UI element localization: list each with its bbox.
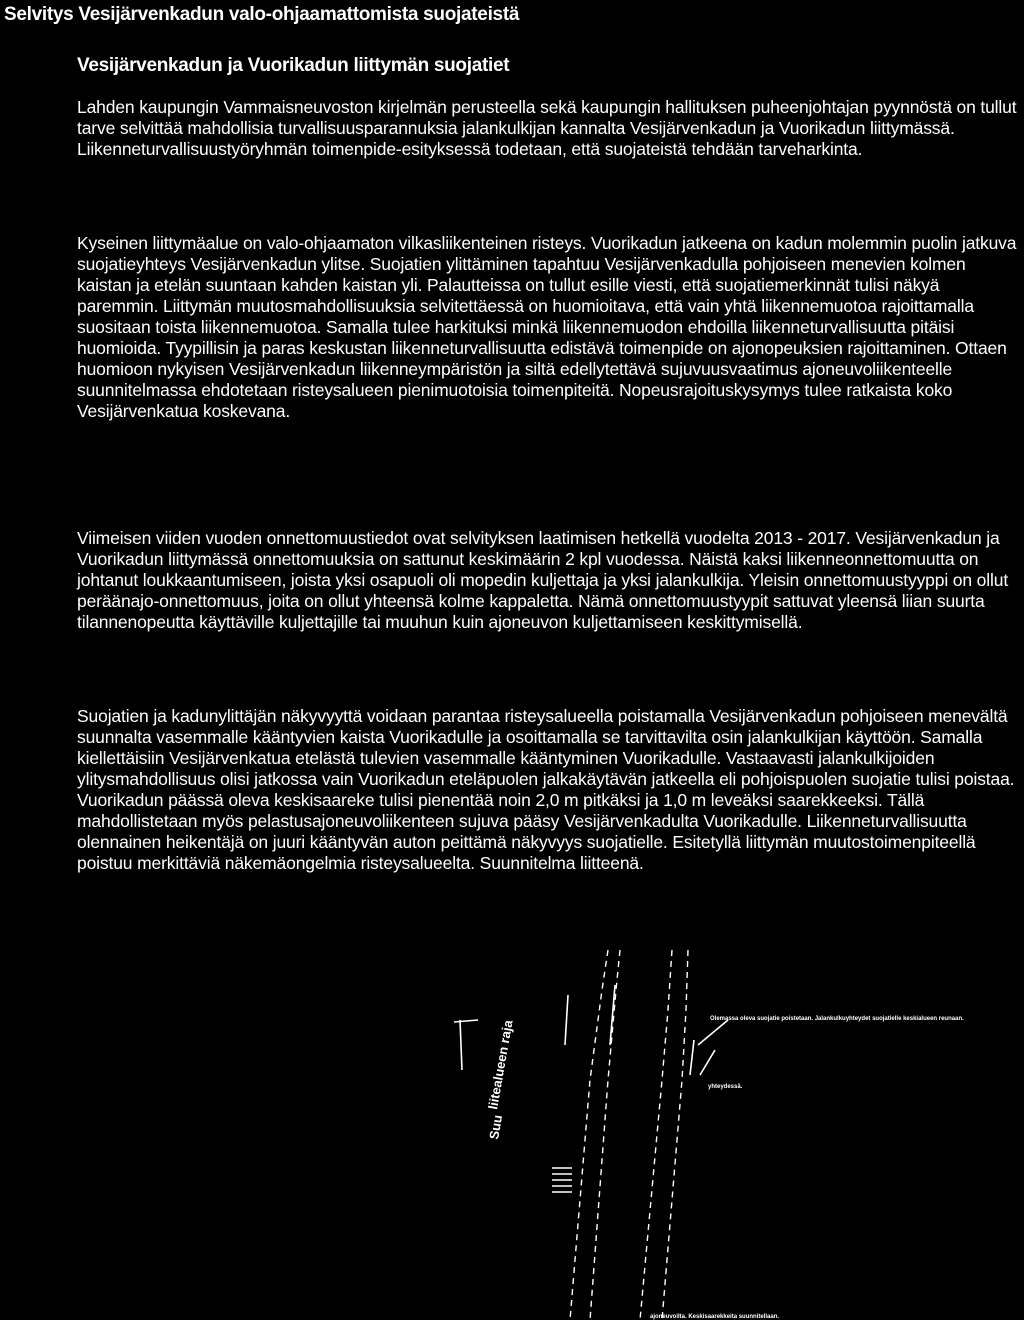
curb-line [610,985,615,1045]
road-edge-line [662,950,688,1320]
district-label: Suu [486,1113,506,1141]
plan-note: ajoneuvoilta. Keskisaarekkeita suunnitellaan. [650,1314,780,1320]
paragraph: Kyseinen liittymäalue on valo-ohjaamaton vilkasliikenteinen risteys. Vuorikadun jatkeena on kadun molemmin puolin jatkuva suojatieyhteys Vesijärvenkadun ylitse. Suojatien ylittäminen tapahtuu Vesijärvenkadulla pohjoiseen menevien kolmen kaistan ja etelän suuntaan kahden kaistan yli. Palautteissa on tullut esille viesti, että suojatiemerkinnät tulisi näkyä paremmin. Liittymän muutosmahdollisuuksia selvitettäessä on huomioitava, että vain yhtä liikennemuotoa rajoittamalla suositaan toista liikennemuotoa. Samalla tulee harkituksi minkä liikennemuodon ehdoilla liikenneturvallisuutta pitäisi huomioida. Tyypillisin ja paras keskustan liikenneturvallisuutta edistävä toimenpide on ajonopeuksien rajoittaminen. Ottaen huomioon nykyisen Vesijärvenkadun liikenneympäristön ja siltä edellytettävä sujuvuusvaatimus ajoneuvoliikenteelle suunnitelmassa ehdotetaan risteysalueen pienimuotoisia toimenpiteitä. Nopeusrajoituskysymys tulee ratkaista koko Vesijärvenkatua koskevana. [77,233,1017,421]
plan-note: Olemassa oleva suojatie poistetaan. Jalankulkuyhteydet suojatielle keskialueen reunaan. [710,1016,964,1022]
paragraph: Viimeisen viiden vuoden onnettomuustiedot ovat selvityksen laatimisen hetkellä vuodelta 2013 - 2017. Vesijärvenkadun ja Vuorikadun liittymässä onnettomuuksia on sattunut keskimäärin 2 kpl vuodessa. Näistä kaksi liikenneonnettomuutta on johtanut loukkaantumiseen, joista yksi osapuoli oli mopedin kuljettaja ja yksi jalankulkija. Yleisin onnettomuustyyppi on ollut peräänajo-onnettomuus, joita on ollut yhteensä kolme kappaletta. Nämä onnettomuustyypit sattuvat yleensä liian suurta tilannenopeutta käyttäville kuljettajille tai muuhun kuin ajoneuvon kuljettamiseen keskittymisellä. [77,528,1009,632]
crosswalk-stripes [552,1168,572,1192]
boundary-line [454,1020,478,1022]
road-edge-line [590,950,620,1320]
curb-line [565,995,568,1045]
plan-area-boundary-label: liitealueen raja [485,1018,516,1111]
boundary-line [460,1020,462,1070]
plan-note: yhteydessä. [708,1084,743,1090]
road-edge-line [570,950,608,1320]
road-edge-line [640,950,672,1320]
street-plan-fragment [440,950,1024,1320]
document-title: Selvitys Vesijärvenkadun valo-ohjaamattomista suojateistä [4,4,520,25]
paragraph: Suojatien ja kadunylittäjän näkyvyyttä voidaan parantaa risteysalueella poistamalla Vesijärvenkadun pohjoiseen menevältä suunnalta vasemmalle kääntyvien kaista Vuorikadulle ja osoittamalla se tarvittavilta osin jalankulkijan käyttöön. Samalla kiellettäisiin Vesijärvenkatua etelästä tulevien vasemmalle kääntyminen Vuorikadulle. Vastaavasti jalankulkijoiden ylitysmahdollisuus olisi jatkossa vain Vuorikadun eteläpuolen jalkakäytävän jatkeella eli pohjoispuolen suojatie tulisi poistaa. Vuorikadun päässä oleva keskisaareke tulisi pienentää noin 2,0 m pitkäksi ja 1,0 m leveäksi saarekkeeksi. Tällä mahdollistetaan myös pelastusajoneuvoliikenteen sujuva pääsy Vesijärvenkadulta Vuorikadulle. Liikenneturvallisuutta olennainen heikentäjä on juuri kääntyvän auton peittämä näkyvyys suojatielle. Esitetyllä liittymän muutostoimenpiteellä poistuu merkittäviä näkemäongelmia risteysalueelta. Suunnitelma liitteenä. [77,706,1015,873]
leader-line [698,1020,728,1045]
leader-line [700,1050,715,1075]
curb-line [690,1040,694,1075]
section-heading: Vesijärvenkadun ja Vuorikadun liittymän suojatiet [77,55,510,76]
paragraph: Lahden kaupungin Vammaisneuvoston kirjelmän perusteella sekä kaupungin hallituksen puheenjohtajan pyynnöstä on tullut tarve selvittää mahdollisia turvallisuusparannuksia jalankulkijan kannalta Vesijärvenkadun ja Vuorikadun liittymässä. Liikenneturvallisuustyöryhmän toimenpide-esityksessä todetaan, että suojateistä tehdään tarveharkinta. [77,97,1017,159]
